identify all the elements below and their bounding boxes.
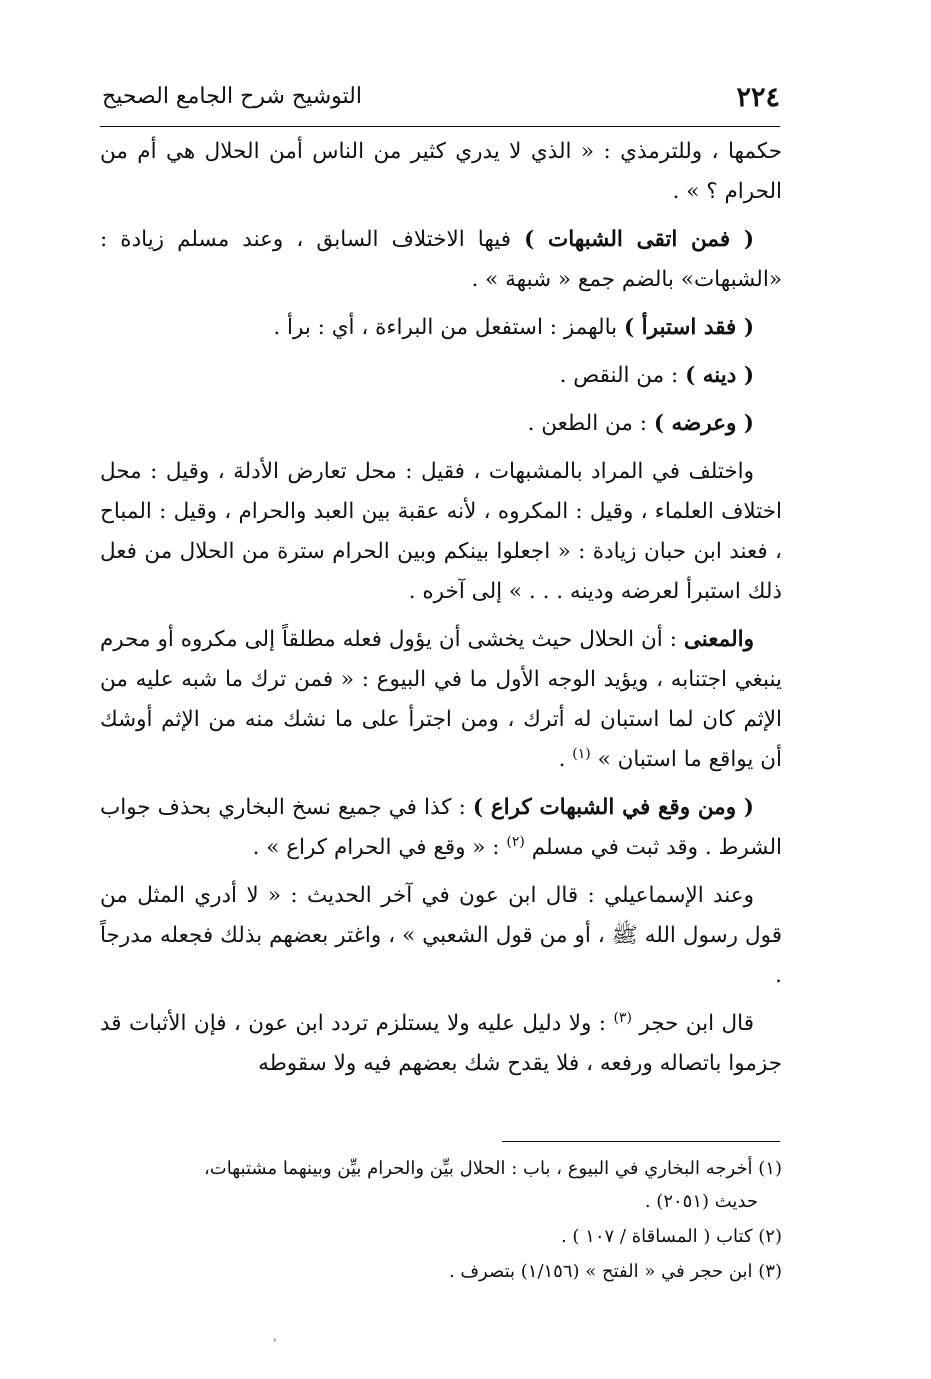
paragraph-5-text: : من الطعن . [527, 411, 654, 436]
paragraph-2 [100, 220, 782, 300]
lemma-5: والمعنى [683, 627, 754, 652]
paragraph-6: واختلف في المراد بالمشبهات ، فقيل : محل تعارض الأدلة ، وقيل : محل اختلاف العلماء ، وقيل : المكروه ، لأنه عقبة بين العبد والحرام ، وقيل : المباح ، فعند ابن حبان زيادة : « اجعلوا بينكم وبين الحرام سترة من الحلال من فعل ذلك استبرأ لعرضه ودينه . . . » إلى آخره . [100, 459, 782, 604]
paragraph-7-text: : أن الحلال حيث يخشى أن يؤول فعله مطلقاً إلى مكروه أو محرم ينبغي اجتنابه ، ويؤيد الوجه الأول ما في البيوع : « فمن ترك ما شبه عليه من الإثم كان لما استبان له أترك ، ومن اجترأ على ما نشك منه من الإثم أوشك أن يواقع ما استبان » [100, 627, 782, 772]
paragraph-3 [100, 308, 782, 348]
paragraph-4 [100, 356, 782, 396]
footnote-1-line-1: (١) أخرجه البخاري في البيوع ، باب : الحلال بيِّن والحرام بيِّن وبينهما مشتبهات، [204, 1158, 782, 1179]
paragraph-8-end: : « وقع في الحرام كراع » . [252, 835, 507, 860]
footnote-ref-2[interactable]: (٢) [506, 833, 525, 850]
footnotes [100, 1152, 782, 1290]
header-divider [100, 126, 780, 127]
main-text [100, 132, 782, 1092]
page-header [100, 78, 780, 124]
footnote-2: (٢) كتاب ( المساقاة / ١٠٧ ) . [560, 1226, 782, 1247]
footnote-divider [502, 1141, 780, 1142]
paragraph-3-text: بالهمز : استفعل من البراءة ، أي : برأ . [273, 315, 624, 340]
paragraph-9: وعند الإسماعيلي : قال ابن عون في آخر الحديث : « لا أدري المثل من قول رسول الله ﷺ ، أو من قول الشعبي » ، واغتر بعضهم بذلك فجعله مدرجاً . [100, 883, 782, 988]
paragraph-1: حكمها ، وللترمذي : « الذي لا يدري كثير من الناس أمن الحلال هي أم من الحرام ؟ » . [100, 139, 782, 204]
footnote-1 [100, 1152, 782, 1218]
page-number: ٢٢٤ [736, 82, 780, 113]
lemma-4: ( وعرضه ) [653, 411, 754, 436]
paragraph-8-text: : كذا في جميع نسخ البخاري بحذف جواب الشرط . وقد ثبت في مسلم [100, 795, 782, 860]
lemma-6: ( ومن وقع في الشبهات كراع ) [472, 795, 754, 820]
paragraph-7-end: . [558, 747, 573, 772]
paragraph-8 [100, 788, 782, 868]
paragraph-10-start: قال ابن حجر [639, 1011, 754, 1036]
footnote-ref-3[interactable]: (٣) [613, 1009, 632, 1026]
paragraph-4-text: : من النقص . [559, 363, 686, 388]
paragraph-2-text: فيها الاختلاف السابق ، وعند مسلم زيادة : «الشبهات» بالضم جمع « شبهة » . [100, 227, 782, 292]
footnote-1-line-2: حديث (٢٠٥١) . [644, 1191, 758, 1212]
lemma-1: ( فمن اتقى الشبهات ) [524, 227, 754, 252]
paragraph-5 [100, 404, 782, 444]
lemma-2: ( فقد استبرأ ) [623, 315, 754, 340]
scan-speck: ʼ [272, 1337, 277, 1353]
lemma-3: ( دينه ) [685, 363, 754, 388]
running-title: التوشيح شرح الجامع الصحيح [102, 84, 362, 109]
paragraph-7 [100, 620, 782, 780]
footnote-3: (٣) ابن حجر في « الفتح » (١/١٥٦) بتصرف . [448, 1261, 782, 1282]
footnote-ref-1[interactable]: (١) [572, 745, 591, 762]
paragraph-10-text: : ولا دليل عليه ولا يستلزم تردد ابن عون ، فإن الأثبات قد جزموا باتصاله ورفعه ، فلا يقدح شك بعضهم فيه ولا سقوطه [100, 1011, 782, 1076]
paragraph-10 [100, 1004, 782, 1084]
